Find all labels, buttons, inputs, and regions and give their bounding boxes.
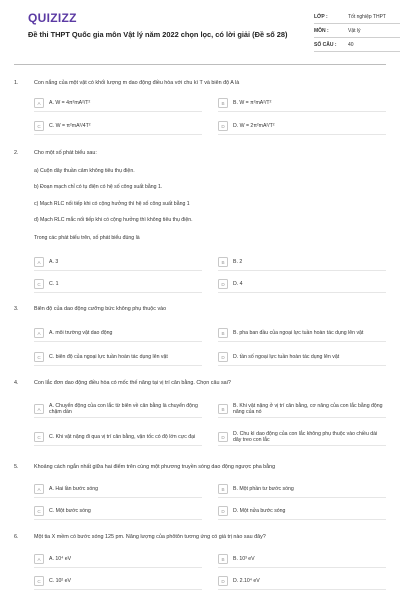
question-number: 3. <box>14 306 19 312</box>
question-2 <box>14 150 386 290</box>
option-letter-box[interactable]: D <box>218 506 228 516</box>
option-letter-box[interactable]: B <box>218 328 228 338</box>
option-c[interactable] <box>34 504 202 518</box>
question-prompt: Trong các phát biểu trên, số phát biểu đúng là <box>34 235 140 241</box>
option-d[interactable] <box>218 574 386 588</box>
question-3 <box>14 306 386 366</box>
question-number: 6. <box>14 534 19 540</box>
option-b[interactable] <box>218 96 386 110</box>
option-letter-box[interactable]: B <box>218 257 228 267</box>
option-text: D. tần số ngoại lực tuần hoàn tác dụng lên vật <box>233 353 340 360</box>
option-b[interactable] <box>218 326 386 340</box>
option-text: A. 3 <box>49 258 59 265</box>
statement-a: a) Cuộn dây thuần cảm không tiêu thụ điện. <box>34 168 135 174</box>
question-text: Con lắc đơn dao động điều hòa có mốc thế năng tại vị trí cân bằng. Chọn câu sai? <box>34 380 231 386</box>
option-d[interactable] <box>218 350 386 364</box>
meta-label: LỚP : <box>314 13 328 20</box>
question-number: 2. <box>14 150 19 156</box>
question-text: Khoảng cách ngắn nhất giữa hai điểm trên cùng một phương truyền sóng dao động ngược pha bằng <box>34 464 276 470</box>
option-b[interactable] <box>218 552 386 566</box>
option-underline <box>218 292 386 293</box>
statement-d: d) Mạch RLC mắc nối tiếp khi có cộng hưởng thì không tiêu thụ điện. <box>34 217 193 223</box>
meta-label: MÔN : <box>314 27 329 34</box>
option-text: B. pha ban đầu của ngoại lực tuần hoàn tác dụng lên vật <box>233 329 364 336</box>
option-underline <box>218 365 386 366</box>
option-letter-box[interactable]: A <box>34 484 44 494</box>
option-b[interactable] <box>218 482 386 496</box>
option-a[interactable] <box>34 326 202 340</box>
option-underline <box>218 567 386 568</box>
option-text: D. W = 2π²mA²/T² <box>233 122 275 129</box>
option-letter-box[interactable]: D <box>218 279 228 289</box>
option-text: D. Chu kì dao động của con lắc không phụ thuộc vào chiều dài dây treo con lắc <box>233 430 378 443</box>
option-letter-box[interactable]: B <box>218 404 228 414</box>
option-a[interactable] <box>34 96 202 110</box>
option-c[interactable] <box>34 574 202 588</box>
option-letter-box[interactable]: C <box>34 506 44 516</box>
option-letter-box[interactable]: D <box>218 576 228 586</box>
option-letter-box[interactable]: C <box>34 352 44 362</box>
quizizz-logo: QUIZIZZ <box>28 11 77 25</box>
option-underline <box>34 134 202 135</box>
meta-value: Tốt nghiệp THPT <box>348 13 386 20</box>
option-c[interactable] <box>34 430 202 444</box>
question-number: 4. <box>14 380 19 386</box>
option-underline <box>34 519 202 520</box>
option-d[interactable] <box>218 277 386 291</box>
meta-row-class <box>314 10 400 24</box>
question-number: 5. <box>14 464 19 470</box>
question-text: Con nắng của một vật có khối lượng m dao động điều hòa với chu kì T và biên độ A là <box>34 80 240 86</box>
meta-value: Vật lý <box>348 27 361 34</box>
option-a[interactable] <box>34 482 202 496</box>
option-letter-box[interactable]: C <box>34 121 44 131</box>
option-underline <box>218 417 386 418</box>
option-underline <box>34 270 202 271</box>
option-underline <box>34 497 202 498</box>
option-text: B. W = π²mA²/T² <box>233 99 272 106</box>
question-number: 1. <box>14 80 19 86</box>
option-text: A. 10⁴ eV <box>49 555 72 562</box>
option-underline <box>218 270 386 271</box>
option-underline <box>34 567 202 568</box>
option-a[interactable] <box>34 552 202 566</box>
statement-b: b) Đoạn mạch chỉ có tụ điện có hệ số công suất bằng 1. <box>34 184 163 190</box>
meta-table <box>314 10 400 52</box>
worksheet-header <box>14 0 386 56</box>
option-text: B. Một phần tư bước sóng <box>233 485 294 492</box>
option-text: C. biên độ của ngoại lực tuần hoàn tác dụng lên vật <box>49 353 168 360</box>
option-text: C. Một bước sóng <box>49 507 91 514</box>
question-4 <box>14 380 386 452</box>
option-text: C. 10² eV <box>49 577 71 584</box>
option-d[interactable] <box>218 504 386 518</box>
option-letter-box[interactable]: B <box>218 98 228 108</box>
option-letter-box[interactable]: A <box>34 554 44 564</box>
option-letter-box[interactable]: A <box>34 328 44 338</box>
option-underline <box>34 365 202 366</box>
option-underline <box>218 445 386 446</box>
meta-row-subject <box>314 24 400 38</box>
option-text: B. 10³ eV <box>233 555 255 562</box>
option-underline <box>218 341 386 342</box>
option-text: D. 2.10⁴ eV <box>233 577 260 584</box>
option-text: A. môi trường vật dao động <box>49 329 113 336</box>
option-letter-box[interactable]: A <box>34 98 44 108</box>
question-text: Biên độ của dao động cưỡng bức không phụ thuộc vào <box>34 306 167 312</box>
option-text: D. Một nửa bước sóng <box>233 507 286 514</box>
option-underline <box>34 292 202 293</box>
option-d[interactable] <box>218 430 386 444</box>
option-underline <box>34 445 202 446</box>
option-text: B. Khi vật nặng ở vị trí cân bằng, cơ năng của con lắc bằng động năng của nó <box>233 402 383 415</box>
option-text: A. Hai lần bước sóng <box>49 485 98 492</box>
option-text: A. Chuyển động của con lắc từ biên về cân bằng là chuyển động chậm dần <box>49 402 198 415</box>
option-underline <box>218 589 386 590</box>
option-a[interactable] <box>34 402 202 416</box>
option-letter-box[interactable]: A <box>34 257 44 267</box>
option-b[interactable] <box>218 402 386 416</box>
option-text: C. Khi vật nặng đi qua vị trí cân bằng, vận tốc có độ lớn cực đại <box>49 433 196 440</box>
option-underline <box>218 111 386 112</box>
option-text: C. W = π²mA²/4T² <box>49 122 91 129</box>
header-divider <box>14 64 386 65</box>
option-b[interactable] <box>218 255 386 269</box>
statement-c: c) Mạch RLC nối tiếp khi có cộng hưởng thì hệ số công suất bằng 1 <box>34 201 190 207</box>
question-1 <box>14 80 386 136</box>
question-5 <box>14 464 386 520</box>
option-c[interactable] <box>34 277 202 291</box>
option-underline <box>218 134 386 135</box>
option-underline <box>34 589 202 590</box>
option-letter-box[interactable]: C <box>34 576 44 586</box>
option-c[interactable] <box>34 119 202 133</box>
option-text: C. 1 <box>49 280 59 287</box>
option-text: B. 2 <box>233 258 243 265</box>
option-underline <box>34 417 202 418</box>
page-title: Đề thi THPT Quốc gia môn Vật lý năm 2022 chọn lọc, có lời giải (Đề số 28) <box>28 30 288 39</box>
option-letter-box[interactable]: D <box>218 352 228 362</box>
option-d[interactable] <box>218 119 386 133</box>
option-letter-box[interactable]: B <box>218 554 228 564</box>
option-underline <box>218 519 386 520</box>
option-letter-box[interactable]: A <box>34 404 44 414</box>
option-underline <box>34 111 202 112</box>
option-c[interactable] <box>34 350 202 364</box>
option-text: D. 4 <box>233 280 243 287</box>
option-letter-box[interactable]: C <box>34 432 44 442</box>
meta-value: 40 <box>348 41 354 48</box>
question-text: Cho một số phát biểu sau: <box>34 150 97 156</box>
option-letter-box[interactable]: D <box>218 121 228 131</box>
option-text: A. W = 4π²mA²/T² <box>49 99 91 106</box>
meta-label: SỐ CÂU : <box>314 41 337 48</box>
option-underline <box>218 497 386 498</box>
option-letter-box[interactable]: B <box>218 484 228 494</box>
question-6 <box>14 534 386 592</box>
option-letter-box[interactable]: C <box>34 279 44 289</box>
question-text: Một tia X mềm có bước sóng 125 pm. Năng lượng của phôtôn tương ứng có giá trị nào sau đây? <box>34 534 266 540</box>
meta-row-count <box>314 38 400 52</box>
option-a[interactable] <box>34 255 202 269</box>
option-underline <box>34 341 202 342</box>
option-letter-box[interactable]: D <box>218 432 228 442</box>
